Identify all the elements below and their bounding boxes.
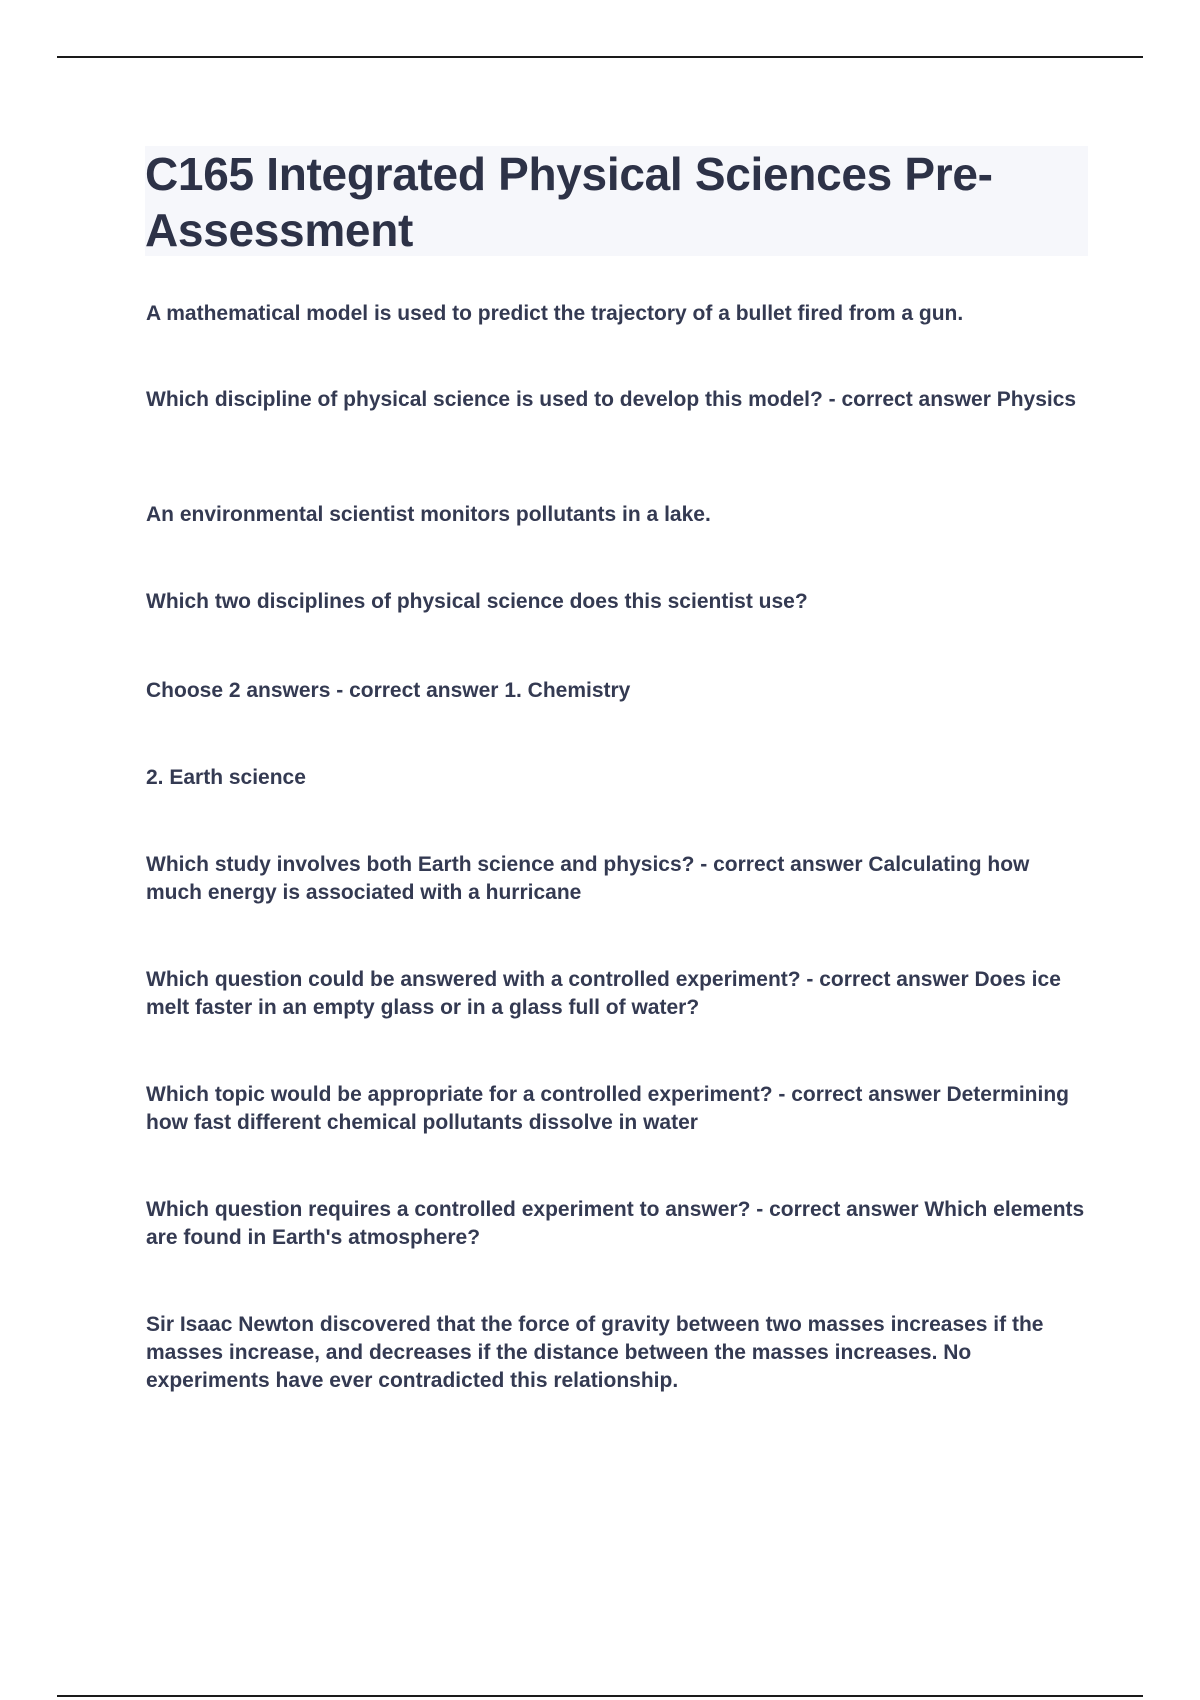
bottom-divider: [57, 1695, 1143, 1697]
paragraph: Which question could be answered with a controlled experiment? - correct answer Does ice melt faster in an empty glass or in a glass full of water?: [146, 968, 1061, 1019]
paragraph: Which discipline of physical science is used to develop this model? - correct answer Physics: [146, 388, 1077, 411]
paragraph: Which study involves both Earth science and physics? - correct answer Calculating how much energy is associated with a hurricane: [146, 853, 1030, 904]
paragraph: A mathematical model is used to predict the trajectory of a bullet fired from a gun.: [146, 302, 964, 325]
paragraph: Choose 2 answers - correct answer 1. Chemistry: [146, 679, 631, 702]
paragraph: An environmental scientist monitors pollutants in a lake.: [146, 503, 711, 526]
paragraph: 2. Earth science: [146, 766, 306, 789]
paragraph: Which question requires a controlled experiment to answer? - correct answer Which elements are found in Earth's atmosphere?: [146, 1198, 1085, 1249]
paragraph: Which two disciplines of physical science does this scientist use?: [146, 590, 808, 613]
paragraph: Which topic would be appropriate for a controlled experiment? - correct answer Determining how fast different chemical pollutants dissolve in water: [146, 1083, 1069, 1134]
title-banner: [145, 146, 1088, 256]
page-title: C165 Integrated Physical Sciences Pre-Assessment: [145, 148, 993, 256]
top-divider: [57, 56, 1143, 58]
paragraph: Sir Isaac Newton discovered that the force of gravity between two masses increases if the masses increase, and decreases if the distance between the masses increases. No experiments have ever contradicted this relationship.: [146, 1313, 1044, 1392]
